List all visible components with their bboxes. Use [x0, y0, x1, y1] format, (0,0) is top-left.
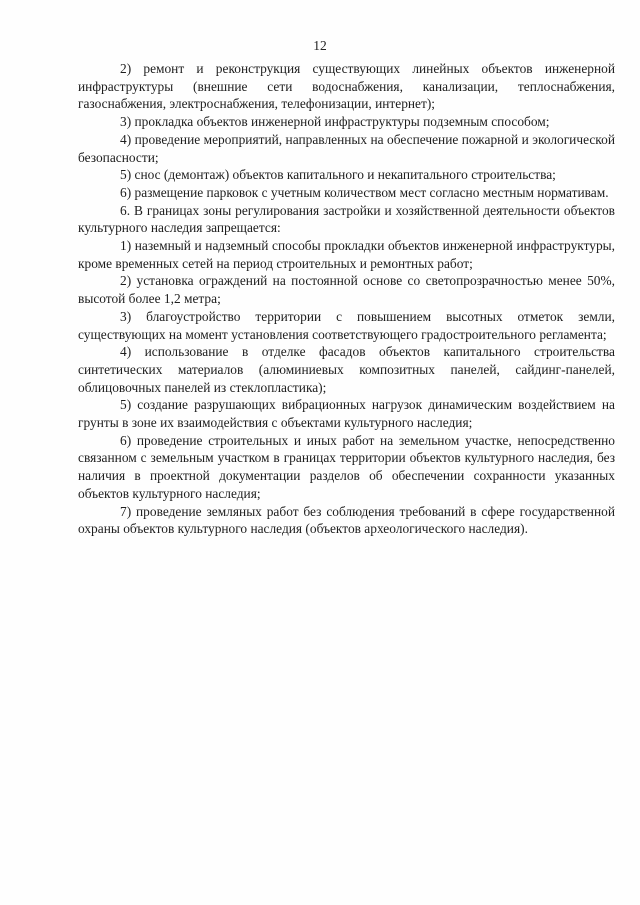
- paragraph: 5) создание разрушающих вибрационных нагрузок динамическим воздействием на грунты в зоне их взаимодействия с объектами культурного наследия;: [78, 397, 615, 431]
- paragraph: 4) использование в отделке фасадов объектов капитального строительства синтетических материалов (алюминиевых композитных панелей, сайдинг-панелей, облицовочных панелей из стеклопластика);: [78, 344, 615, 395]
- paragraph: 6) проведение строительных и иных работ на земельном участке, непосредственно связанном с земельным участком в границах территории объектов культурного наследия, без наличия в проектной документации разделов об обеспечении сохранности указанных объектов культурного наследия;: [78, 432, 615, 501]
- paragraph: 3) прокладка объектов инженерной инфраструктуры подземным способом;: [120, 114, 550, 130]
- page-number: 12: [313, 38, 327, 53]
- paragraph: 2) ремонт и реконструкция существующих линейных объектов инженерной инфраструктуры (внешние сети водоснабжения, канализации, теплоснабжения, газоснабжения, электроснабжения, телефонизации, интернет);: [78, 61, 615, 112]
- paragraph: 3) благоустройство территории с повышением высотных отметок земли, существующих на момент установления соответствующего градостроительного регламента;: [78, 308, 615, 342]
- paragraph: 6) размещение парковок с учетным количеством мест согласно местным нормативам.: [120, 184, 609, 200]
- paragraph: 4) проведение мероприятий, направленных на обеспечение пожарной и экологической безопасности;: [78, 131, 615, 165]
- paragraph: 1) наземный и надземный способы прокладки объектов инженерной инфраструктуры, кроме временных сетей на период строительных и ремонтных работ;: [78, 238, 615, 271]
- document-body: [78, 60, 615, 538]
- paragraph: 5) снос (демонтаж) объектов капитального и некапитального строительства;: [120, 167, 556, 183]
- paragraph: 7) проведение земляных работ без соблюдения требований в сфере государственной охраны объектов культурного наследия (объектов археологического наследия).: [78, 503, 615, 537]
- section-heading-paragraph: 6. В границах зоны регулирования застройки и хозяйственной деятельности объектов культурного наследия запрещается:: [78, 202, 615, 236]
- paragraph: 2) установка ограждений на постоянной основе со светопрозрачностью менее 50%, высотой более 1,2 метра;: [78, 273, 615, 307]
